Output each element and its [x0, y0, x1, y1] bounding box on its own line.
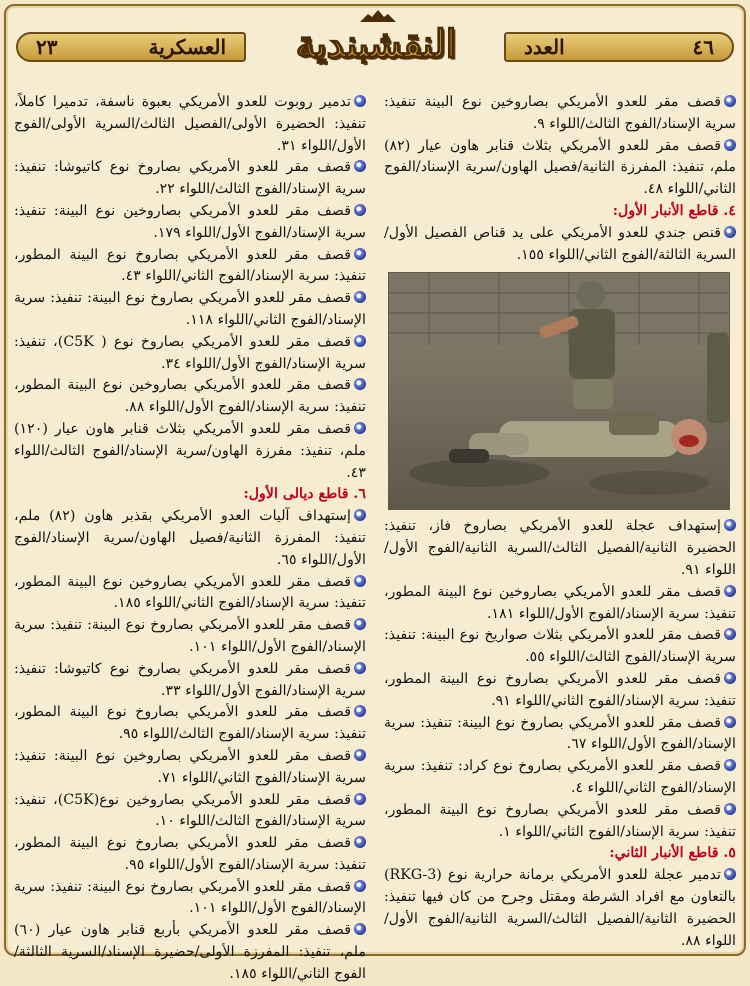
list-item-text: قصف مقر للعدو الأمريكي بصاروخ نوع كاتيوشا: تنفيذ: سرية الإسناد/الفوج الثالث/اللواء ٢٢.: [14, 159, 366, 198]
bullet-icon: [724, 226, 736, 238]
list-item: [14, 332, 366, 376]
bullet-icon: [354, 705, 366, 717]
list-item-text: قصف مقر للعدو الأمريكي بصاروخ نوع كراد: تنفيذ: سرية الإسناد/الفوج الثاني/اللواء ٤.: [384, 758, 736, 796]
bullet-icon: [724, 585, 736, 597]
list-item: [384, 865, 736, 952]
list-item: [384, 669, 736, 713]
issue-label: العدد: [524, 35, 565, 59]
issue-number: ٤٦: [692, 35, 714, 59]
list-item: [384, 136, 736, 201]
list-item-text: قصف مقر للعدو الأمريكي بصاروخين نوع البينة المطور، تنفيذ: سرية الإسناد/الفوج الأول/اللواء ٨٨.: [14, 377, 366, 416]
bullet-icon: [354, 749, 366, 761]
list-item-text: قصف مقر للعدو الأمريكي بصاروخين نوع البينة المطور، تنفيذ: سرية الإسناد/الفوج الأول/اللواء ١٨١.: [384, 583, 736, 622]
page-number: ٢٣: [36, 35, 58, 59]
list-item: [384, 713, 736, 757]
list-item-text: قصف مقر للعدو الأمريكي بصاروخ نوع البينة: تنفيذ: سرية الإسناد/الفوج الأول/اللواء ١٠١.: [14, 878, 366, 917]
bullet-icon: [724, 759, 736, 771]
bullet-icon: [354, 422, 366, 434]
list-item: [14, 659, 366, 703]
list-item-text: قصف مقر للعدو الأمريكي بصاروخ نوع البينة المطور، تنفيذ: سرية الإسناد/الفوج الثالث/اللواء ٩٥.: [14, 704, 366, 743]
bullet-icon: [354, 509, 366, 521]
list-item-text: تدمير روبوت للعدو الأمريكي بعبوة ناسفة، تدميرا كاملاً، تنفيذ: الحضيرة الأولى/الفصيل الثالث/السرية الأولى/الفوج الأول/اللواء ٣١.: [14, 94, 366, 154]
section-heading: [384, 843, 736, 865]
newsletter-page: [4, 4, 746, 982]
list-item: [14, 419, 366, 484]
bullet-icon: [354, 923, 366, 935]
list-item: [14, 201, 366, 245]
bullet-icon: [724, 672, 736, 684]
battlefield-photo: [388, 272, 730, 510]
bullet-icon: [724, 628, 736, 640]
list-item: [384, 516, 736, 581]
list-item-text: قصف مقر للعدو الأمريكي بصاروخ نوع كاتيوشا: تنفيذ: سرية الإسناد/الفوج الأول/اللواء ٣٣.: [14, 660, 366, 699]
bullet-icon: [724, 519, 736, 531]
bullet-icon: [354, 160, 366, 172]
right-column: [384, 92, 736, 952]
bullet-icon: [354, 575, 366, 587]
list-item-text: قصف مقر للعدو الأمريكي بصاروخ نوع البينة المطور، تنفيذ: سرية الإسناد/الفوج الثاني/اللواء ٤٣.: [14, 246, 366, 285]
page-header: [6, 6, 744, 84]
list-item: [14, 833, 366, 877]
masthead-logo: النقشبندية: [295, 20, 457, 66]
list-item: [14, 157, 366, 201]
list-item-text: قصف مقر للعدو الأمريكي بأربع قنابر هاون عيار (٦٠) ملم، تنفيذ: المفرزة الأولى/حضيرة الإسناد/السرية الثالثة/الفوج الثاني/اللواء ١٨٥.: [14, 922, 366, 982]
section-heading: [14, 484, 366, 506]
list-item-text: قصف مقر للعدو الأمريكي بصاروخين نوع البينة: تنفيذ: سرية الإسناد/الفوج الأول/اللواء ١٧٩.: [14, 202, 366, 241]
left-column: [14, 92, 366, 986]
list-item: [14, 702, 366, 746]
list-item-text: قصف مقر للعدو الأمريكي بصاروخ نوع البينة: تنفيذ: سرية الإسناد/الفوج الأول/اللواء ٦٧.: [384, 714, 736, 753]
list-item: [14, 615, 366, 659]
bullet-icon: [354, 793, 366, 805]
section-heading: [384, 201, 736, 223]
section-heading-text: ٦. قاطع ديالى الأول:: [243, 486, 366, 503]
bullet-icon: [354, 335, 366, 347]
list-item-text: قصف مقر للعدو الأمريكي بثلاث قنابر هاون عيار (٨٢) ملم، تنفيذ: المفرزة الثانية/فصيل الهاون/سرية الإسناد/الفوج الثاني/اللواء ٤٨.: [384, 137, 736, 198]
list-item: [14, 288, 366, 332]
bullet-icon: [354, 248, 366, 260]
bullet-icon: [354, 880, 366, 892]
bullet-icon: [354, 378, 366, 390]
list-item-text: قصف مقر للعدو الأمريكي بصاروخين نوع(C5K)، تنفيذ: سرية الإسناد/الفوج الثالث/اللواء ١٠.: [14, 791, 366, 830]
list-item-text: إستهداف آليات العدو الأمريكي بقذبر هاون (٨٢) ملم، تنفيذ: المفرزة الثانية/فصيل الهاون/سرية الإسناد/الفوج الأول/اللواء ٦٥.: [14, 508, 366, 568]
list-item: [384, 223, 736, 267]
list-item: [14, 746, 366, 790]
list-item-text: قصف مقر للعدو الأمريكي بصاروخين نوع البينة تنفيذ: سرية الإسناد/الفوج الثالث/اللواء ٩.: [384, 94, 736, 132]
list-item-text: قصف مقر للعدو الأمريكي بصاروخ نوع البينة: تنفيذ: سرية الإسناد/الفوج الثاني/اللواء ١١٨.: [14, 290, 366, 328]
bullet-icon: [354, 95, 366, 107]
list-item-text: قصف مقر للعدو الأمريكي بصاروخ نوع البينة: تنفيذ: سرية الإسناد/الفوج الأول/اللواء ١٠١.: [14, 617, 366, 655]
list-item: [14, 920, 366, 985]
list-item: [14, 877, 366, 921]
list-item-text: قصف مقر للعدو الأمريكي بصاروخ نوع البينة المطور، تنفيذ: سرية الإسناد/الفوج الثاني/اللواء ٩١.: [384, 670, 736, 709]
bullet-icon: [724, 139, 736, 151]
list-item: [384, 756, 736, 800]
bullet-icon: [724, 868, 736, 880]
bullet-icon: [354, 204, 366, 216]
bullet-icon: [724, 95, 736, 107]
issue-tag: [504, 32, 734, 62]
list-item: [384, 582, 736, 626]
list-item: [14, 375, 366, 419]
list-item: [384, 92, 736, 136]
section-heading-text: ٥. قاطع الأنبار الثاني:: [609, 845, 736, 862]
list-item-text: قصف مقر للعدو الأمريكي بصاروخين نوع البينة المطور، تنفيذ: سرية الإسناد/الفوج الثاني/اللواء ١٨٥.: [14, 573, 366, 612]
bullet-icon: [354, 291, 366, 303]
bullet-icon: [724, 803, 736, 815]
list-item-text: قصف مقر للعدو الأمريكي بصاروخ نوع البينة المطور، تنفيذ: سرية الإسناد/الفوج الثاني/اللواء ١.: [384, 801, 736, 840]
bullet-icon: [354, 662, 366, 674]
section-heading-text: ٤. قاطع الأنبار الأول:: [612, 202, 736, 219]
section-tag: [16, 32, 246, 62]
list-item-text: قصف مقر للعدو الأمريكي بصاروخ نوع البينة المطور، تنفيذ: سرية الإسناد/الفوج الأول/اللواء ٩٥.: [14, 835, 366, 873]
list-item-text: قصف مقر للعدو الأمريكي بصاروخ نوع ( C5K)، تنفيذ: سرية الإسناد/الفوج الأول/اللواء ٣٤.: [14, 333, 366, 372]
bullet-icon: [724, 716, 736, 728]
list-item-text: قصف مقر للعدو الأمريكي بثلاث قنابر هاون عيار (١٢٠) ملم، تنفيذ: مفرزة الهاون/سرية الإسناد/الفوج الثالث/اللواء ٤٣.: [14, 420, 366, 481]
list-item-text: قنص جندي للعدو الأمريكي على يد قناص الفصيل الأول/السرية الثالثة/الفوج الثاني/اللواء ١٥٥.: [384, 224, 736, 263]
list-item-text: قصف مقر للعدو الأمريكي بصاروخين نوع البينة: تنفيذ: سرية الإسناد/الفوج الثاني/اللواء ٧١.: [14, 747, 366, 786]
list-item: [14, 92, 366, 157]
list-item: [384, 800, 736, 844]
list-item-text: قصف مقر للعدو الأمريكي بثلاث صواريخ نوع البينة: تنفيذ: سرية الإسناد/الفوج الثالث/اللواء ٥٥.: [384, 627, 736, 666]
list-item-text: تدمير عجلة للعدو الأمريكي برمانة حرارية نوع (RKG-3) بالتعاون مع افراد الشرطة ومقتل وجرح من كان فيها تنفيذ: الحضيرة الثانية/الفصيل الثالث/السرية الثانية/الفوج الأول/اللواء ٨٨.: [384, 867, 736, 949]
bullet-icon: [354, 836, 366, 848]
list-item: [14, 790, 366, 834]
list-item: [14, 572, 366, 616]
bullet-icon: [354, 618, 366, 630]
list-item: [14, 506, 366, 571]
section-label: العسكرية: [148, 35, 226, 59]
list-item: [384, 625, 736, 669]
list-item: [14, 245, 366, 289]
list-item-text: إستهداف عجلة للعدو الأمريكي بصاروخ فاز، تنفيذ: الحضيرة الثانية/الفصيل الثالث/السرية الثانية/الفوج الأول/اللواء ٩١.: [384, 518, 736, 578]
